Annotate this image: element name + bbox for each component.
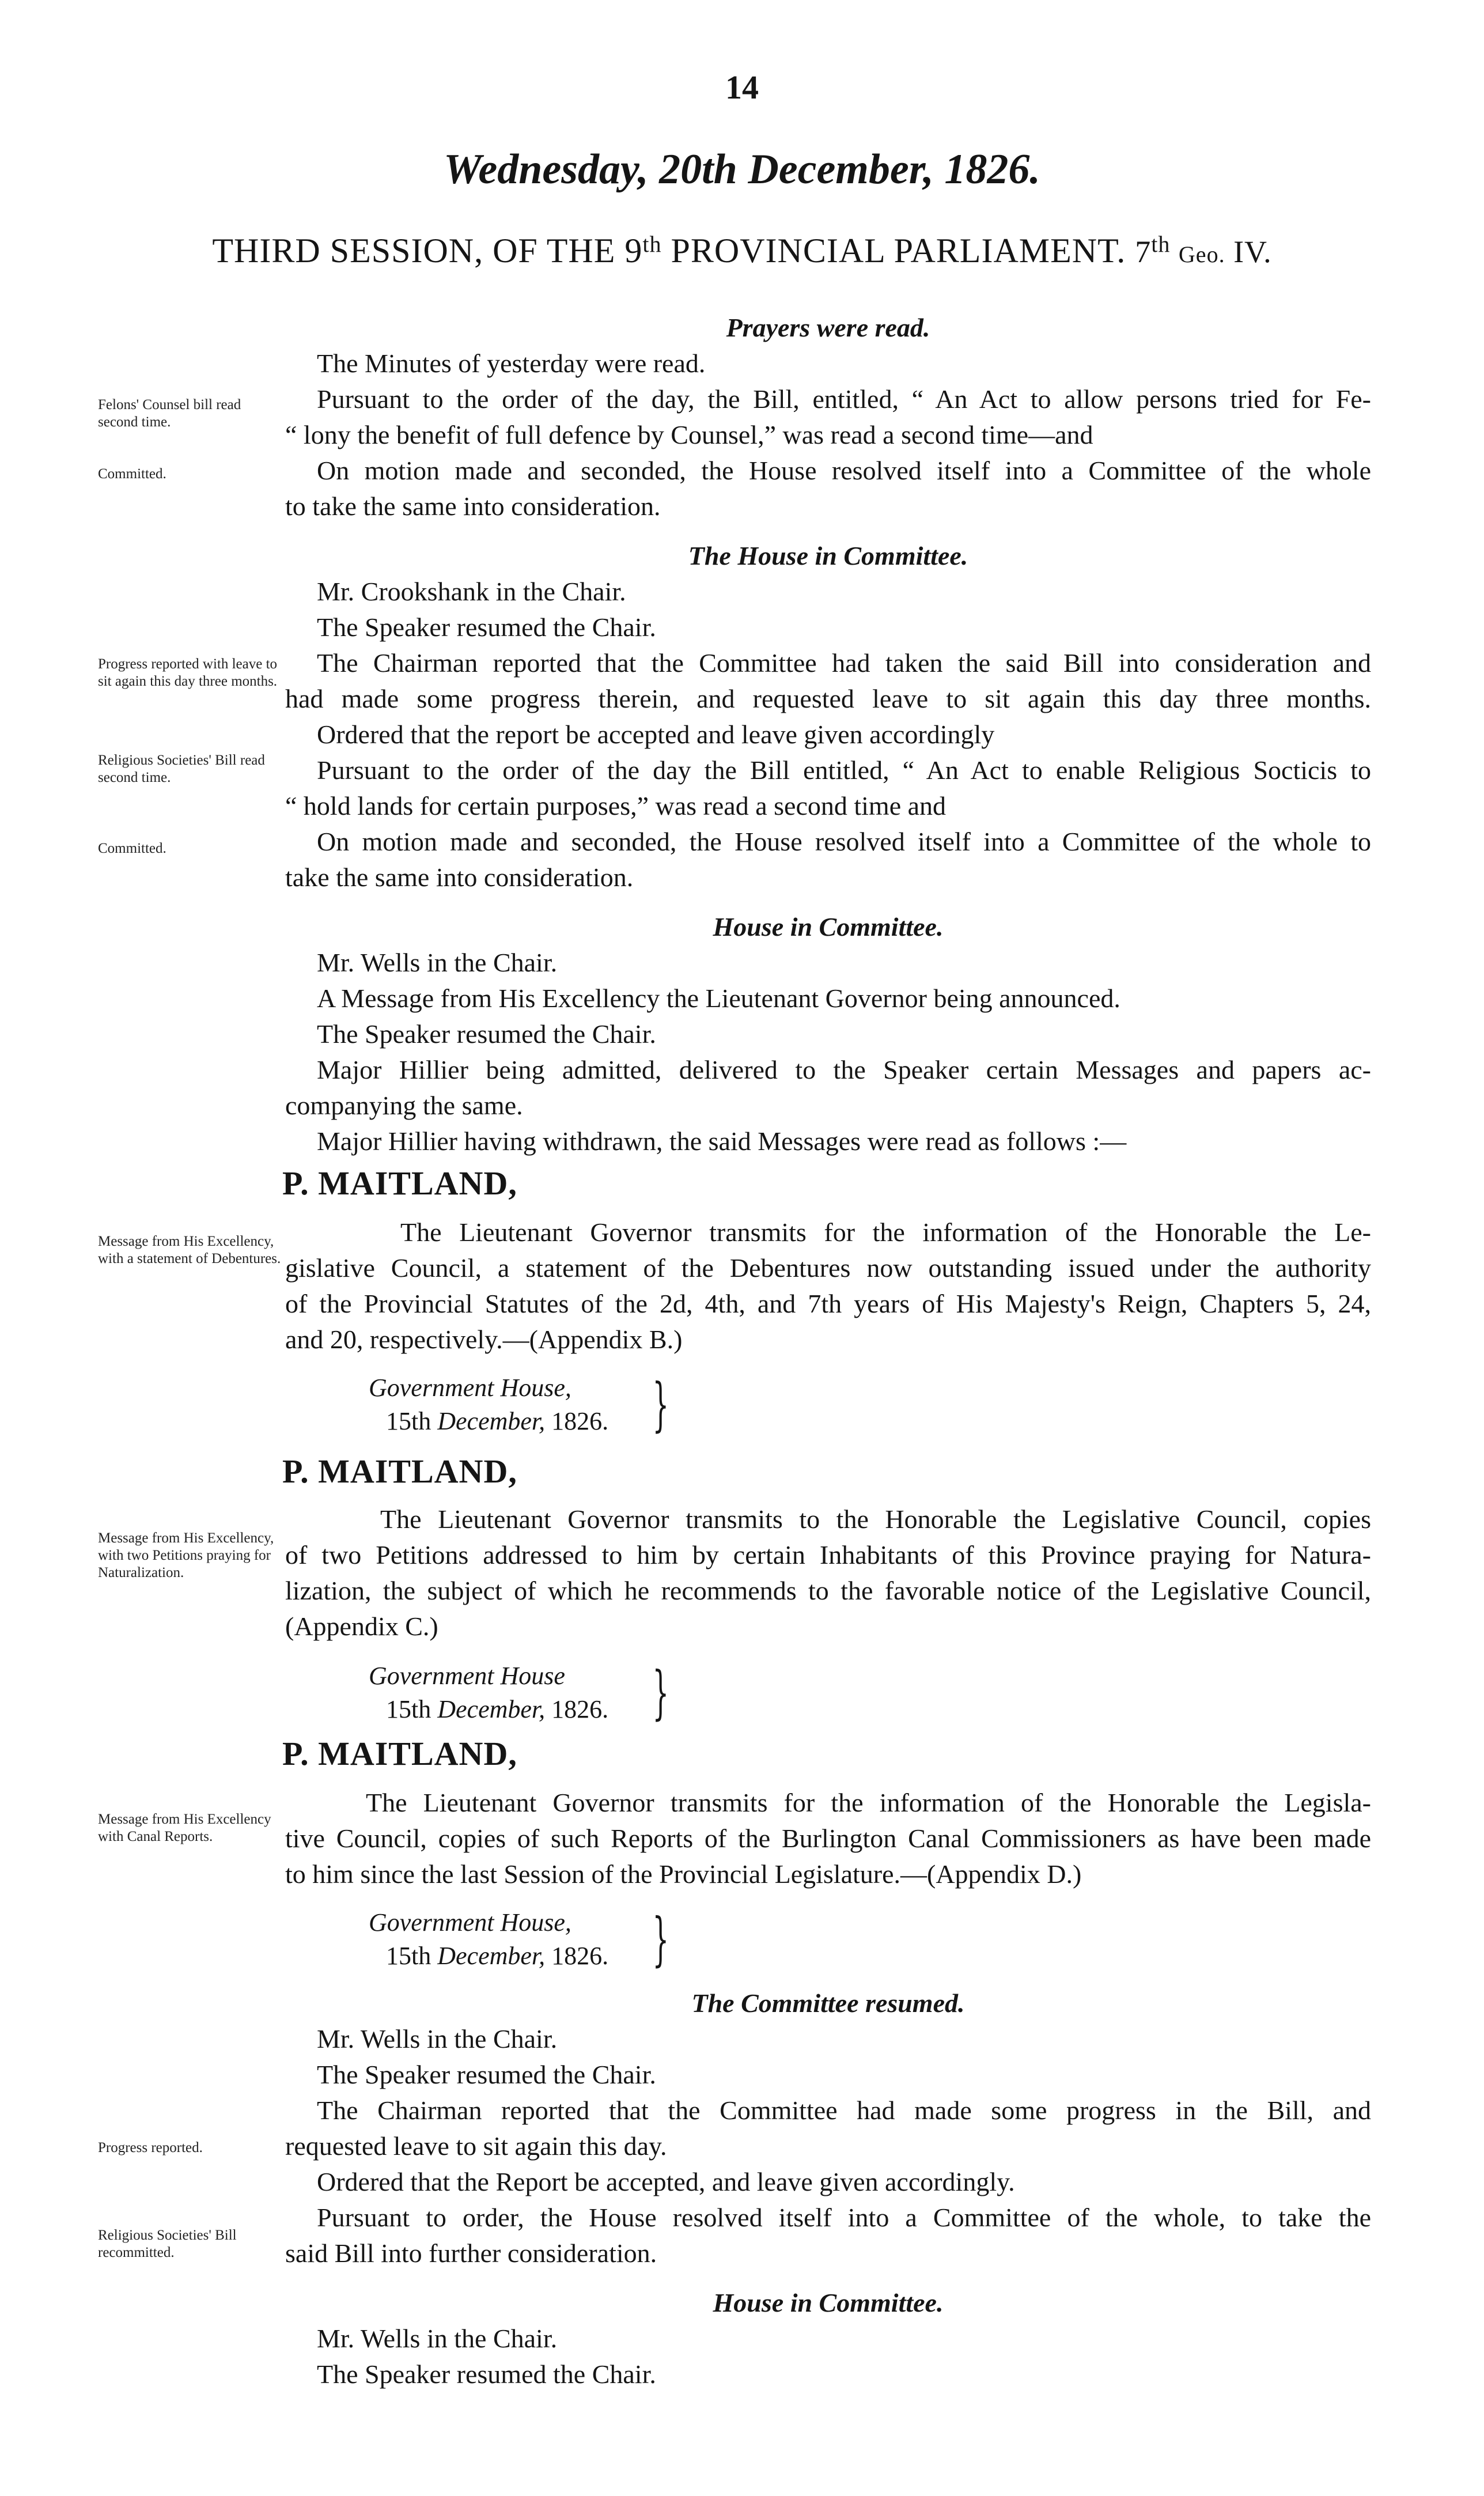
date-year: 1826. (545, 1695, 609, 1723)
date-month: December, (437, 1407, 546, 1435)
text-line: Ordered that the Report be accepted, and leave given accordingly. (317, 2167, 1015, 2196)
margin-note-message: Message from His Excellency with Canal Reports. (98, 1812, 271, 1844)
text-line: Major Hillier being admitted, delivered to the Speaker certain Messages and papers ac- (317, 1055, 1371, 1084)
text-line: Ordered that the report be accepted and leave given accordingly (317, 720, 995, 749)
text-line: Mr. Crookshank in the Chair. (317, 577, 626, 606)
signature: P. MAITLAND, (282, 1735, 517, 1772)
date-month: December, (437, 1695, 546, 1723)
date-month: December, (437, 1942, 546, 1970)
text-line: The Chairman reported that the Committee had made some progress in the Bill, and (317, 2096, 1371, 2125)
margin-note-progress: Progress reported. (98, 2140, 203, 2155)
reign-num: 7 (1135, 235, 1152, 269)
text-line: Pursuant to order, the House resolved itself into a Committee of the whole, to take the (317, 2203, 1371, 2232)
text-line: “ hold lands for certain purposes,” was read a second time and (285, 791, 947, 820)
place-line (369, 1371, 571, 1405)
text-line: (Appendix C.) (285, 1612, 438, 1641)
date-line (386, 1939, 608, 1973)
section-heading: The House in Committee. (688, 541, 968, 570)
date-year: 1826. (545, 1407, 609, 1435)
text-line: had made some progress therein, and requested leave to sit again this day three months. (285, 684, 1371, 713)
text-line: lization, the subject of which he recommends to the favorable notice of the Legislative Council, (285, 1576, 1371, 1605)
text-line: A Message from His Excellency the Lieutenant Governor being announced. (317, 984, 1120, 1013)
date-title-text: Wednesday, 20th December, 1826. (444, 146, 1040, 193)
margin-note-felons: Felons' Counsel bill read second time. (98, 397, 241, 430)
session-sup: th (642, 231, 662, 257)
reign-label (1135, 231, 1272, 269)
section-heading: House in Committee. (713, 2288, 944, 2317)
text-line: requested leave to sit again this day. (285, 2131, 667, 2161)
text-line: On motion made and seconded, the House resolved itself into a Committee of the whole (317, 456, 1371, 485)
text-line: The Lieutenant Governor transmits for the information of the Honorable the Legisla- (366, 1788, 1371, 1817)
margin-note-message: Message from His Excellency, with a statement of Debentures. (98, 1234, 281, 1266)
text-line: Major Hillier having withdrawn, the said Messages were read as follows :— (317, 1126, 1127, 1156)
text-line: Pursuant to the order of the day the Bill entitled, “ An Act to enable Religious Socticis to (317, 755, 1371, 785)
session-main: THIRD SESSION, OF THE 9 (212, 232, 643, 270)
text-line: The Speaker resumed the Chair. (317, 2359, 656, 2389)
text-line: “ lony the benefit of full defence by Counsel,” was read a second time—and (285, 420, 1093, 449)
page-title (0, 145, 1484, 194)
signature: P. MAITLAND, (282, 1164, 517, 1202)
text-line: tive Council, copies of such Reports of the Burlington Canal Commissioners as have been made (285, 1824, 1371, 1853)
text-line: The Chairman reported that the Committee had taken the said Bill into consideration and (317, 648, 1371, 678)
reign-sup: th (1151, 231, 1171, 257)
session-heading (0, 230, 1484, 271)
place-line (369, 1906, 571, 1939)
session-rest: PROVINCIAL PARLIAMENT. (661, 232, 1135, 270)
text-line: to take the same into consideration. (285, 491, 661, 521)
section-heading: The Committee resumed. (691, 1988, 965, 2018)
signature: P. MAITLAND, (282, 1453, 517, 1490)
date-day: 15th (386, 1942, 438, 1970)
brace-icon: } (652, 1371, 669, 1438)
text-line: and 20, respectively.—(Appendix B.) (285, 1325, 683, 1354)
place-name: Government House, (369, 1374, 571, 1402)
brace-icon: } (652, 1905, 669, 1973)
page-number: 14 (725, 69, 759, 106)
text-line: to him since the last Session of the Provincial Legislature.—(Appendix D.) (285, 1859, 1082, 1889)
place-line (369, 1659, 565, 1693)
text-line: Mr. Wells in the Chair. (317, 948, 558, 977)
margin-note-committed: Committed. (98, 841, 166, 856)
reign-geo: Geo. (1178, 241, 1225, 267)
date-year: 1826. (545, 1942, 609, 1970)
margin-note-religious: Religious Societies' Bill read second time. (98, 752, 265, 785)
text-line: The Speaker resumed the Chair. (317, 2060, 656, 2089)
text-line: Mr. Wells in the Chair. (317, 2024, 558, 2053)
date-line (386, 1405, 608, 1438)
text-line: companying the same. (285, 1091, 523, 1120)
text-line: The Lieutenant Governor transmits to the Honorable the Legislative Council, copies (380, 1504, 1371, 1534)
text-line: The Speaker resumed the Chair. (317, 612, 656, 642)
text-line: Mr. Wells in the Chair. (317, 2324, 558, 2353)
margin-note-religious: Religious Societies' Bill recommitted. (98, 2228, 237, 2260)
text-line: take the same into consideration. (285, 863, 634, 892)
place-name: Government House, (369, 1908, 571, 1937)
brace-icon: } (652, 1659, 669, 1726)
text-line: On motion made and seconded, the House resolved itself into a Committee of the whole to (317, 827, 1371, 856)
text-line: gislative Council, a statement of the Debentures now outstanding issued under the authority (285, 1253, 1371, 1283)
date-line (386, 1693, 608, 1726)
reign-iv: IV. (1225, 235, 1272, 269)
text-line: Pursuant to the order of the day, the Bill, entitled, “ An Act to allow persons tried for Fe- (317, 384, 1371, 414)
place-name: Government House (369, 1662, 565, 1690)
text-line: said Bill into further consideration. (285, 2238, 657, 2268)
text-line: The Lieutenant Governor transmits for the information of the Honorable the Le- (400, 1217, 1371, 1247)
date-day: 15th (386, 1695, 438, 1723)
margin-note-progress: Progress reported with leave to sit again this day three months. (98, 656, 278, 689)
date-day: 15th (386, 1407, 438, 1435)
margin-note-message: Message from His Excellency, with two Petitions praying for Naturalization. (98, 1530, 274, 1580)
margin-note-committed: Committed. (98, 466, 166, 482)
text-line: The Speaker resumed the Chair. (317, 1019, 656, 1049)
text-line: of the Provincial Statutes of the 2d, 4th, and 7th years of His Majesty's Reign, Chapters 5, 24, (285, 1289, 1371, 1318)
text-line: The Minutes of yesterday were read. (317, 349, 706, 378)
text-line: of two Petitions addressed to him by certain Inhabitants of this Province praying for Natura- (285, 1540, 1371, 1570)
section-heading: Prayers were read. (726, 313, 930, 342)
section-heading: House in Committee. (713, 912, 944, 941)
